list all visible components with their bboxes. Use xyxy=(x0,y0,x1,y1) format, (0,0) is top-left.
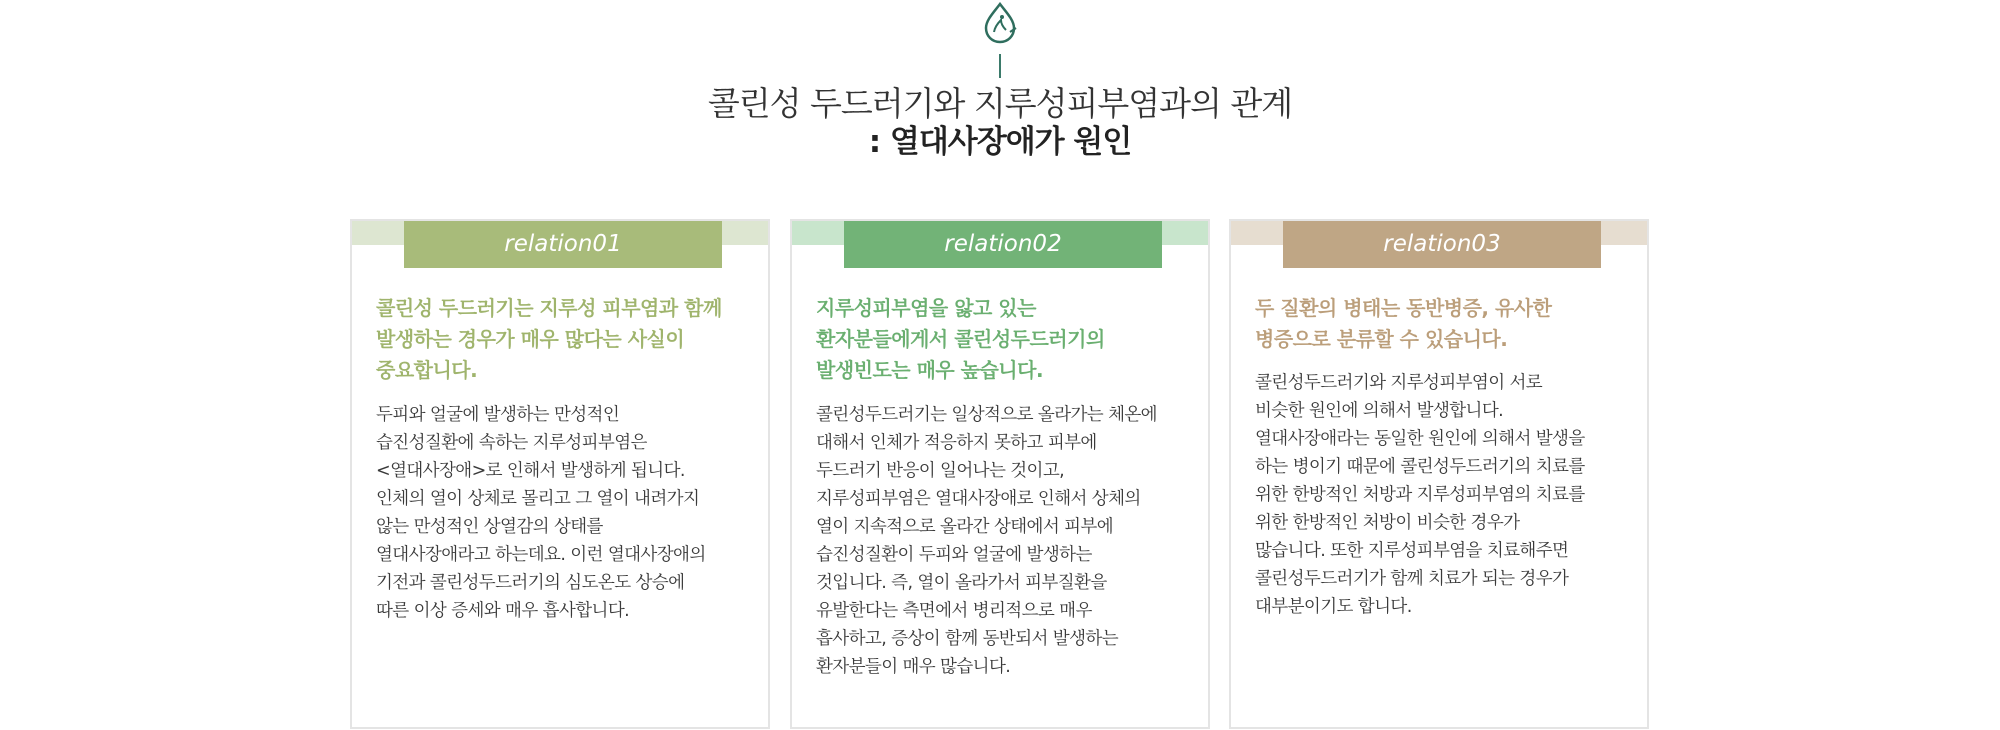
body-line: 따른 이상 증세와 매우 흡사합니다. xyxy=(376,601,630,621)
body-line: 습진성질환이 두피와 얼굴에 발생하는 xyxy=(816,545,1092,565)
body-line: 흡사하고, 증상이 함께 동반되서 발생하는 xyxy=(816,629,1118,649)
body-line: 두피와 얼굴에 발생하는 만성적인 xyxy=(376,405,620,425)
heading-line: 콜린성 두드러기는 지루성 피부염과 함께 xyxy=(376,296,722,320)
body-line: 열대사장애라고 하는데요. 이런 열대사장애의 xyxy=(376,545,706,565)
body-line: 인체의 열이 상체로 몰리고 그 열이 내려가지 xyxy=(376,489,700,509)
page-title: 콜린성 두드러기와 지루성피부염과의 관계 xyxy=(707,84,1293,123)
body-line: 하는 병이기 때문에 콜린성두드러기의 치료를 xyxy=(1255,457,1585,477)
body-line: 위한 한방적인 처방이 비슷한 경우가 xyxy=(1255,513,1520,533)
card-tab-label: relation01 xyxy=(404,221,722,268)
body-line: 것입니다. 즉, 열이 올라가서 피부질환을 xyxy=(816,573,1107,593)
heading-line: 발생빈도는 매우 높습니다. xyxy=(816,358,1044,382)
lotus-drop-icon xyxy=(982,2,1018,44)
relation-card-1 xyxy=(350,219,770,729)
heading-line: 지루성피부염을 앓고 있는 xyxy=(816,296,1036,320)
body-line: 유발한다는 측면에서 병리적으로 매우 xyxy=(816,601,1092,621)
body-line: 위한 한방적인 처방과 지루성피부염의 치료를 xyxy=(1255,485,1585,505)
heading-line: 병증으로 분류할 수 있습니다. xyxy=(1255,327,1508,351)
body-line: <열대사장애>로 인해서 발생하게 됩니다. xyxy=(376,461,685,481)
card-body-text xyxy=(376,401,760,625)
relation-card-3 xyxy=(1229,219,1649,729)
page-subtitle: : 열대사장애가 원인 xyxy=(868,124,1132,160)
heading-line: 두 질환의 병태는 동반병증, 유사한 xyxy=(1255,296,1552,320)
card-heading xyxy=(376,293,756,386)
card-body-text xyxy=(816,401,1200,681)
heading-line: 발생하는 경우가 매우 많다는 사실이 xyxy=(376,327,685,351)
divider-line xyxy=(999,54,1001,78)
body-line: 대부분이기도 합니다. xyxy=(1255,597,1412,617)
card-tab-label: relation03 xyxy=(1283,221,1601,268)
body-line: 콜린성두드러기는 일상적으로 올라가는 체온에 xyxy=(816,405,1157,425)
card-tab-label: relation02 xyxy=(844,221,1162,268)
body-line: 기전과 콜린성두드러기의 심도온도 상승에 xyxy=(376,573,685,593)
body-line: 열이 지속적으로 올라간 상태에서 피부에 xyxy=(816,517,1114,537)
body-line: 대해서 인체가 적응하지 못하고 피부에 xyxy=(816,433,1097,453)
heading-line: 환자분들에게서 콜린성두드러기의 xyxy=(816,327,1105,351)
body-line: 콜린성두드러기와 지루성피부염이 서로 xyxy=(1255,373,1543,393)
card-body-text xyxy=(1255,369,1639,621)
body-line: 콜린성두드러기가 함께 치료가 되는 경우가 xyxy=(1255,569,1569,589)
body-line: 환자분들이 매우 많습니다. xyxy=(816,657,1011,677)
heading-line: 중요합니다. xyxy=(376,358,478,382)
relation-card-2 xyxy=(790,219,1210,729)
body-line: 습진성질환에 속하는 지루성피부염은 xyxy=(376,433,647,453)
body-line: 열대사장애라는 동일한 원인에 의해서 발생을 xyxy=(1255,429,1585,449)
body-line: 두드러기 반응이 일어나는 것이고, xyxy=(816,461,1065,481)
body-line: 비슷한 원인에 의해서 발생합니다. xyxy=(1255,401,1504,421)
body-line: 많습니다. 또한 지루성피부염을 치료해주면 xyxy=(1255,541,1569,561)
card-heading xyxy=(816,293,1196,386)
card-heading xyxy=(1255,293,1635,355)
body-line: 않는 만성적인 상열감의 상태를 xyxy=(376,517,603,537)
body-line: 지루성피부염은 열대사장애로 인해서 상체의 xyxy=(816,489,1141,509)
